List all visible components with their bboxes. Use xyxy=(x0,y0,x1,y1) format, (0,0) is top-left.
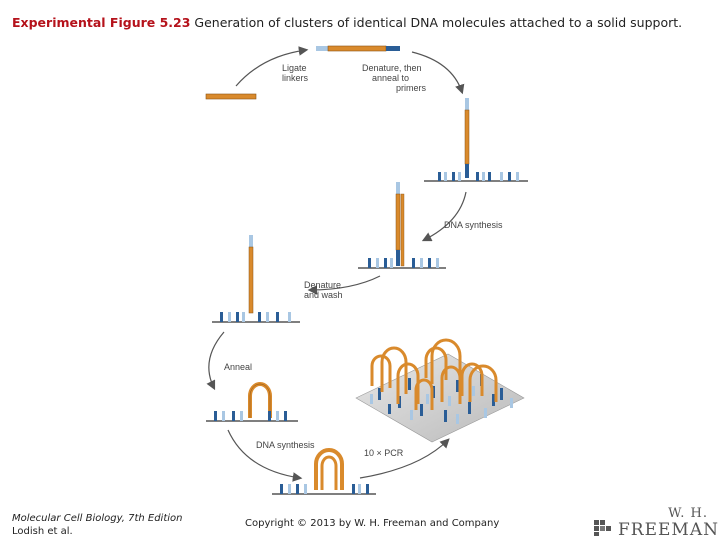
surface-2 xyxy=(358,182,446,268)
svg-text:and wash: and wash xyxy=(304,290,343,300)
figure-number: Experimental Figure 5.23 xyxy=(12,15,191,30)
svg-text:anneal to: anneal to xyxy=(372,73,410,83)
svg-text:Ligate: Ligate xyxy=(282,63,307,73)
label-denature-wash xyxy=(304,280,343,300)
arrow-dna-synthesis-2 xyxy=(228,430,300,478)
logo-wh: W. H. xyxy=(668,506,708,521)
book-authors: Lodish et al. xyxy=(12,526,73,537)
surface-3 xyxy=(212,235,300,322)
surface-1 xyxy=(424,98,528,181)
label-pcr: 10 × PCR xyxy=(364,448,404,458)
book-citation xyxy=(12,512,182,538)
logo-freeman: FREEMAN xyxy=(618,520,719,540)
arrow-dna-synthesis-1 xyxy=(424,192,466,240)
publisher-logo xyxy=(592,506,719,540)
svg-text:linkers: linkers xyxy=(282,73,309,83)
freeman-logo-mark xyxy=(594,520,612,536)
arrow-anneal xyxy=(209,332,224,388)
svg-text:Denature, then: Denature, then xyxy=(362,63,422,73)
svg-text:primers: primers xyxy=(396,83,427,93)
cluster-plate xyxy=(356,340,524,442)
label-denature-anneal xyxy=(362,63,427,93)
surface-4 xyxy=(206,384,298,421)
dna-fragment xyxy=(206,94,256,99)
book-title: Molecular Cell Biology, 7th Edition xyxy=(12,513,183,524)
label-dna-synthesis-2: DNA synthesis xyxy=(256,440,315,450)
figure-caption: Generation of clusters of identical DNA molecules attached to a solid support. xyxy=(194,15,683,30)
dna-with-linkers xyxy=(316,46,400,51)
arrow-pcr xyxy=(360,440,448,478)
label-ligate xyxy=(282,63,309,83)
label-dna-synthesis-1: DNA synthesis xyxy=(444,220,503,230)
copyright-text: Copyright © 2013 by W. H. Freeman and Company xyxy=(245,518,500,529)
svg-text:Denature: Denature xyxy=(304,280,342,290)
label-anneal: Anneal xyxy=(224,362,253,372)
surface-5 xyxy=(272,450,376,494)
